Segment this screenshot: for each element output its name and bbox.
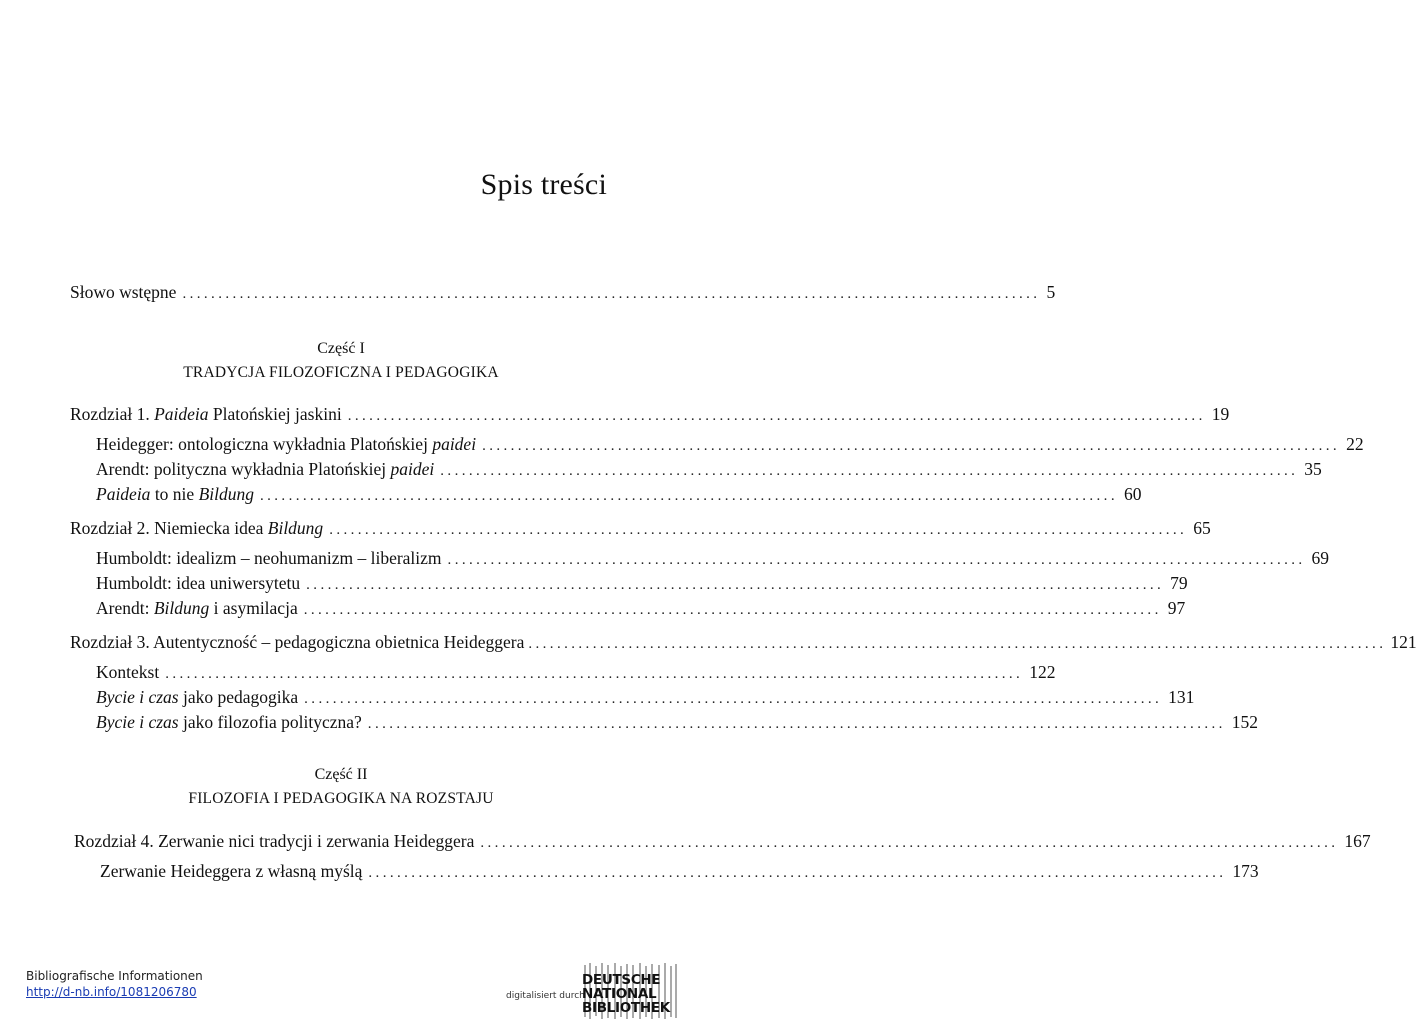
toc-entry-text (96, 685, 298, 709)
italic-title-text: Paideia (96, 484, 151, 504)
page-title: Spis treści (480, 168, 607, 201)
dot-leader: ........................................................................................................................ (303, 602, 1162, 618)
toc-entry-preface (70, 280, 1056, 304)
entry-text-segment: Zerwanie Heideggera z własną myślą (100, 861, 363, 881)
toc-entry-text (96, 596, 298, 620)
toc-page-number: 5 (1046, 282, 1056, 302)
dot-leader: ........................................................................................................................ (440, 463, 1299, 479)
toc-section-entry (96, 710, 1259, 734)
dot-leader: ........................................................................................................................ (182, 286, 1041, 302)
dot-leader: ........................................................................................................................ (306, 577, 1165, 593)
toc-section-entry (96, 685, 1195, 709)
entry-text-segment: Rozdział 2. Niemiecka idea (70, 518, 268, 538)
toc-section-entry (96, 596, 1186, 620)
toc-page-number: 152 (1231, 712, 1259, 732)
toc-chapter-entry (70, 516, 1211, 540)
toc-section-entry (96, 660, 1056, 684)
toc-entry-text (96, 571, 300, 595)
toc-entry-text (96, 660, 159, 684)
toc-page-number: 60 (1123, 484, 1142, 504)
toc-section-entry (96, 546, 1330, 570)
toc-page-number: 35 (1304, 459, 1322, 479)
entry-text-segment: Arendt: polityczna wykładnia Platońskiej (96, 459, 391, 479)
entry-text-segment: Platońskiej jaskini (208, 404, 342, 424)
italic-title-text: Bildung (198, 484, 254, 504)
toc-page-number: 121 (1390, 632, 1417, 652)
entry-text-segment: to nie (150, 484, 199, 504)
part-2-title: FILOZOFIA I PEDAGOGIKA NA ROZSTAJU (188, 790, 494, 807)
dot-leader: ........................................................................................................................ (347, 408, 1206, 424)
toc-section-entry (96, 432, 1364, 456)
entry-text-segment: jako filozofia polityczna? (178, 712, 362, 732)
dot-leader: ........................................................................................................................ (480, 835, 1339, 851)
italic-title-text: Bycie i czas (96, 712, 179, 732)
entry-text-segment: jako pedagogika (178, 687, 299, 707)
toc-page-number: 97 (1167, 598, 1186, 618)
dot-leader: ........................................................................................................................ (329, 522, 1188, 538)
toc-page-number: 19 (1211, 404, 1230, 424)
part-1-title: TRADYCJA FILOZOFICZNA I PEDAGOGIKA (183, 364, 499, 381)
toc-chapter-entry (70, 402, 1230, 426)
italic-title-text: paidei (390, 459, 435, 479)
toc-chapter-entry (70, 630, 1417, 654)
toc-chapter-entry (74, 829, 1371, 853)
dot-leader: ........................................................................................................................ (165, 666, 1024, 682)
entry-text-segment: Heidegger: ontologiczna wykładnia Platońskiej (96, 434, 433, 454)
entry-text-segment: Humboldt: idealizm – neohumanizm – liberalizm (96, 548, 442, 568)
dot-leader: ........................................................................................................................ (368, 865, 1227, 881)
dot-leader: ........................................................................................................................ (367, 716, 1226, 732)
toc-entry-text (96, 432, 476, 456)
toc-entry-text (70, 402, 342, 426)
toc-page-number: 122 (1029, 662, 1056, 682)
toc-page-number: 22 (1346, 434, 1364, 454)
dnb-logo-line-1: DEUTSCHE (582, 972, 661, 988)
bibliographic-info-label: Bibliografische Informationen (26, 969, 203, 983)
entry-text-segment: i asymilacja (209, 598, 298, 618)
entry-text-segment: Humboldt: idea uniwersytetu (96, 573, 301, 593)
part-1-label: Część I (317, 340, 365, 357)
toc-page-number: 173 (1232, 861, 1259, 881)
dot-leader: ........................................................................................................................ (304, 691, 1163, 707)
bibliographic-info-link[interactable]: http://d-nb.info/1081206780 (26, 985, 197, 999)
dnb-logo-line-3: BIBLIOTHEK (582, 1000, 670, 1016)
toc-entry-text (96, 710, 362, 734)
toc-entry-text (96, 482, 254, 506)
toc-entry-text: Słowo wstępne (70, 282, 177, 302)
toc-section-entry (96, 457, 1322, 481)
toc-entry-text (100, 859, 362, 883)
italic-title-text: Bildung (153, 598, 210, 618)
digitized-by-label: digitalisiert durch (506, 991, 585, 1001)
toc-entry-text (70, 630, 524, 654)
toc-page-number: 131 (1168, 687, 1195, 707)
toc-entry-text (96, 457, 434, 481)
entry-text-segment: Rozdział 1. (70, 404, 155, 424)
toc-entry-text (74, 829, 474, 853)
toc-section-entry (96, 571, 1188, 595)
entry-text-segment: Rozdział 4. Zerwanie nici tradycji i zerwania Heideggera (74, 831, 475, 851)
italic-title-text: paidei (432, 434, 477, 454)
italic-title-text: Bildung (267, 518, 324, 538)
toc-page-number: 79 (1170, 573, 1188, 593)
dnb-logo (582, 963, 678, 1019)
dot-leader: ........................................................................................................................ (528, 636, 1387, 652)
dot-leader: ........................................................................................................................ (259, 488, 1118, 504)
toc-page-number: 69 (1311, 548, 1330, 568)
part-2-label: Część II (314, 766, 368, 783)
toc-section-entry (96, 482, 1142, 506)
entry-text-segment: Arendt: (96, 598, 154, 618)
toc-page-number: 65 (1193, 518, 1211, 538)
entry-text-segment: Kontekst (96, 662, 160, 682)
italic-title-text: Paideia (154, 404, 209, 424)
toc-section-entry (100, 859, 1259, 883)
italic-title-text: Bycie i czas (96, 687, 179, 707)
entry-text-segment: Rozdział 3. Autentyczność – pedagogiczna obietnica Heideggera (70, 632, 525, 652)
dot-leader: ........................................................................................................................ (447, 552, 1306, 568)
toc-page-number: 167 (1344, 831, 1371, 851)
dot-leader: ........................................................................................................................ (482, 438, 1341, 454)
toc-entry-text (96, 546, 442, 570)
toc-entry-text (70, 516, 323, 540)
dnb-logo-line-2: NATIONAL (582, 986, 657, 1002)
